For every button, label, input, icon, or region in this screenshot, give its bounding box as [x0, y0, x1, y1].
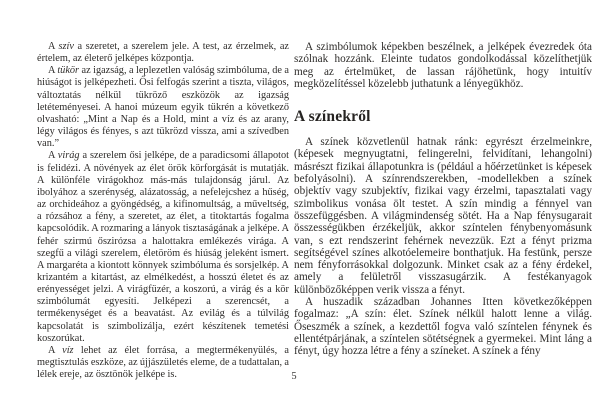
paragraph-symbols-intro: A szimbólumok képekben beszélnek, a jelképek évezredek óta szólnak hozzánk. Eleinte tudatos gondolkodással közelíthetjük meg az értelmüket, de lassan rájöhetünk, hogy intuitív megközelítéssel közelebb juthatunk a lényegükhöz.	[294, 41, 592, 90]
section-heading: A színekről	[294, 108, 371, 126]
right-text-column	[294, 41, 592, 358]
left-text-column	[37, 41, 289, 381]
paragraph-itten-quote: A huszadik században Johannes Itten következőképpen fogalmaz: „A szín: élet. Színek nélkül halott lenne a világ. Őseszmék a színek, a kezdettől fogva való színtelen fénynek és ellentétpárjának, a színtelen sötétségnek a gyermekei. Mint láng a fényt, úgy hozza létre a fény a színeket. A színek a fény	[294, 296, 592, 358]
paragraph-water: A víz lehet az élet forrása, a megtermékenyülés, a megtisztulás eszköze, az újjászületés eleme, de a tudattalan, a lélek ereje, az ösztönök jelképe is.	[37, 344, 289, 381]
paragraph-colors-effect: A színek közvetlenül hatnak ránk: egyrészt érzelmeinkre, (képesek megnyugtatni, felingerelni, felvidítani, lehangolni) másrészt fizikai állapotunkra is (például a hőérzetünket is képesek befolyásolni). A színrendszerekben, -modellekben a színek objektív vagy szubjektív, fizikai vagy érzelmi, tapasztalati vagy szimbolikus vonása ölt testet. A szín mindig a fénnyel van összefüggésben. A világmindenség sötét. Ha a Nap fénysugarait összességükben érzékeljük, akkor színtelen fénybenyomásunk van, s ezt rendszerint fehérnek nevezzük. Ezt a fényt prizma segítségével színes alkotóelemeire bonthatjuk. Ha festünk, persze nem fényforrásokkal dolgozunk. Minket csak az a fény érdekel, amely a felületről visszasugárzik. A festékanyagok különbözőképpen verik vissza a fényt.	[294, 136, 592, 296]
paragraph-flower: A virág a szerelem ősi jelképe, de a paradicsomi állapotot is felidézi. A növények az élet örök körforgását is mutatják. A különféle virágokhoz más-más tulajdonság járul. Az ibolyához a szerénység, alázatosság, a nefelejcshez a hűség, az orchideához a gyöngédség, a kifinomultság, a műveltség, a rózsához a fény, a szeretet, az élet, a titoktartás fogalma kapcsolódik. A rozmaring a lányok tisztaságának a jelképe. A fehér szirmú őszirózsa a halottakra emlékezés virága. A szegfű a világi szerelem, életöröm és hiúság jeleként ismert. A margaréta a kiontott könnyek szimbóluma és sorsjelkép. A krizantém a kitartást, az elmélkedést, a hosszú életet és az erényességet jelzi. A virágfüzér, a koszorú, a virág és a kör szimbólumát egyesíti. Jelképezi a szerencsét, a termékenységet és a beavatást. Az evilág és a túlvilág kapcsolatát is szimbolizálja, ezért készítenek temetési koszorúkat.	[37, 150, 289, 344]
paragraph-mirror: A tükör az igazság, a leplezetlen valóság szimbóluma, de a hiúságot is jelképezheti. Ősi felfogás szerint a tiszta, világos, változtatás nélkül tükröző eszközök az igazság letéteményesei. A hanoi múzeum egyik tükrén a következő olvasható: „Mint a Nap és a Hold, mint a víz és az arany, légy világos és fényes, s azt tükrözd vissza, ami a szívedben van.”	[37, 65, 289, 150]
paragraph-heart: A szív a szeretet, a szerelem jele. A test, az érzelmek, az értelem, az életerő jelképes központja.	[37, 41, 289, 65]
page-number: 5	[291, 371, 297, 382]
